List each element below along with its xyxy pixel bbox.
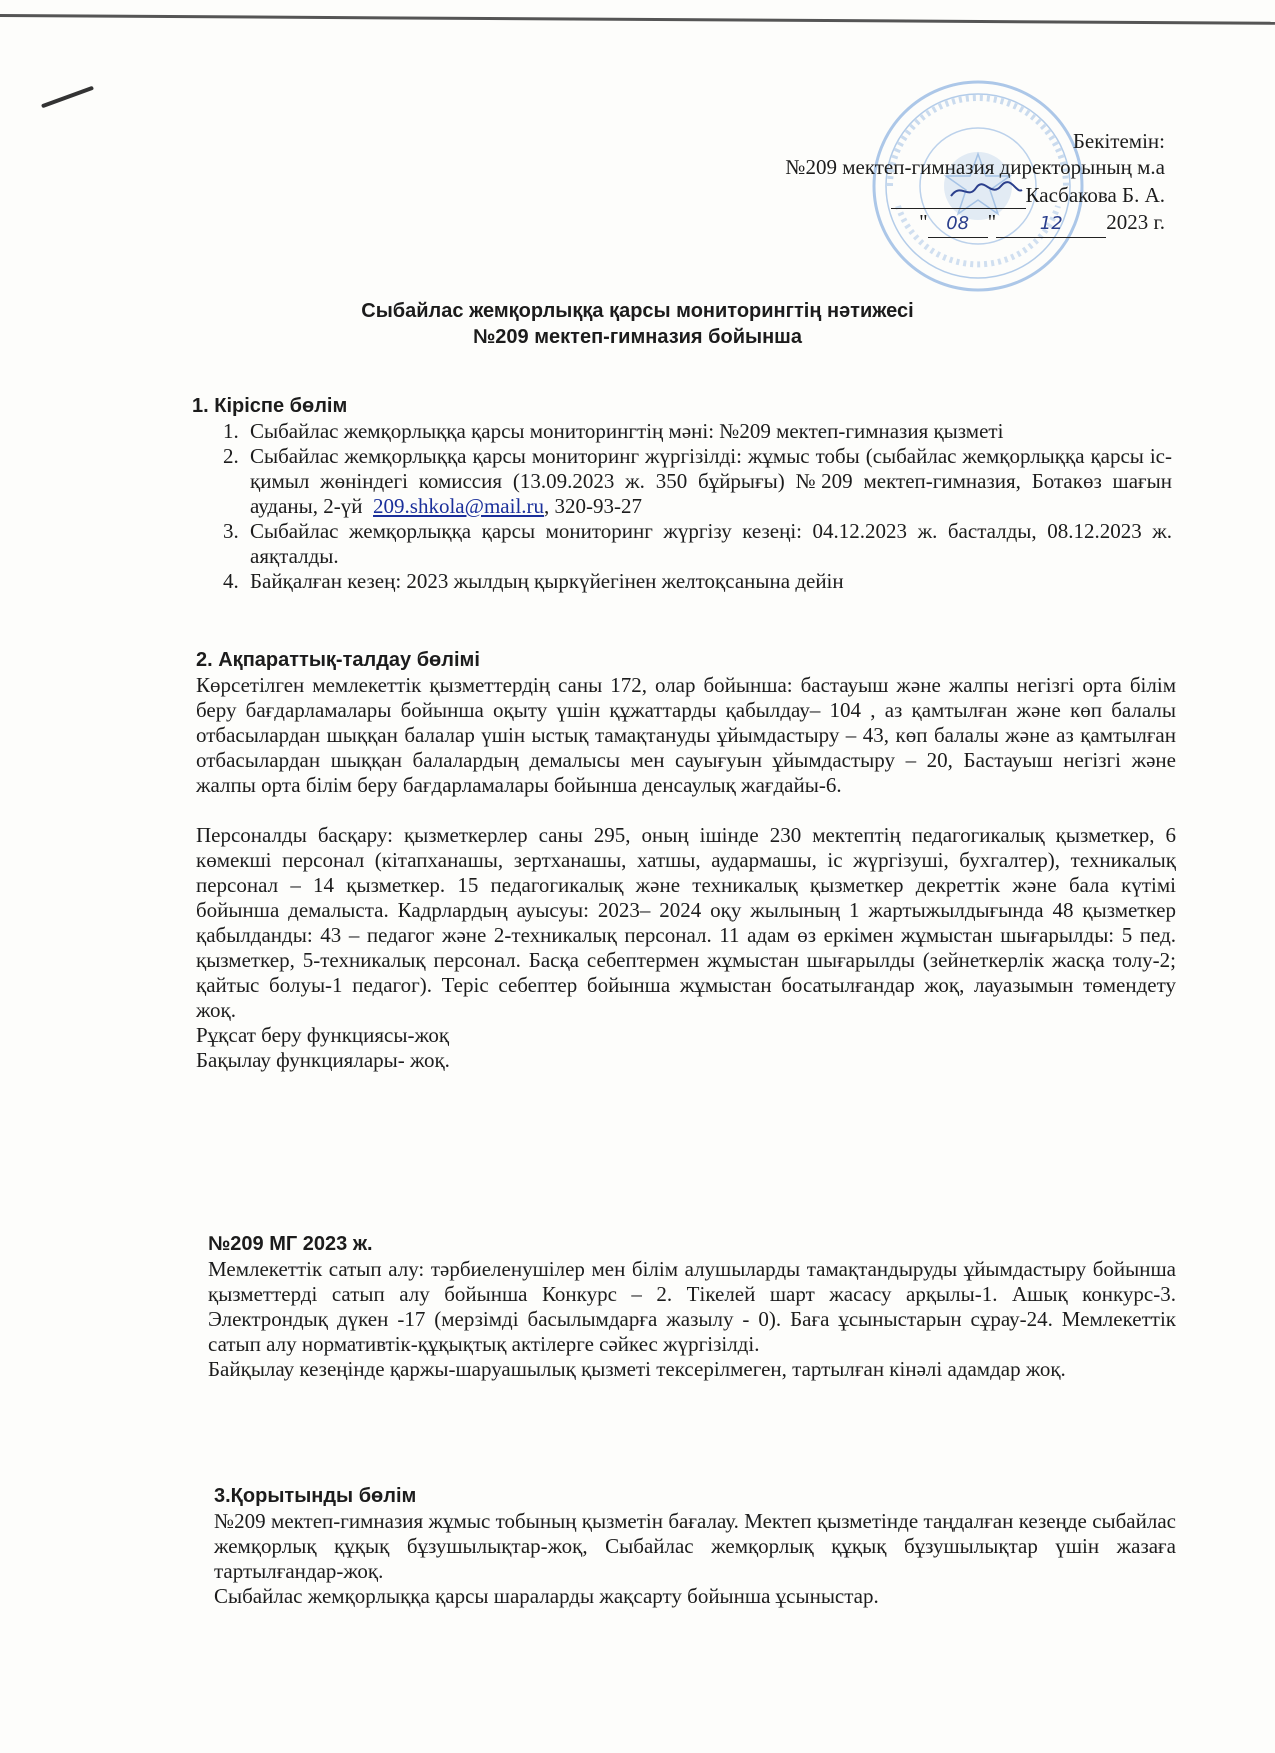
director-name: Касбакова Б. А.: [1025, 183, 1165, 207]
section-analysis: [196, 648, 1176, 1073]
section-procurement: [208, 1232, 1176, 1382]
conclusion-paragraph: №209 мектеп-гимназия жұмыс тобының қызметін бағалау. Мектеп қызметінде таңдалған кезеңде сыбайлас жемқорлық құқық бұзушылықтар-жоқ, Сыбайлас жемқорлық құқық бұзушылықтар үшін жазаға тартылғандар-жоқ.: [214, 1509, 1176, 1583]
spacer: [196, 798, 1176, 823]
intro-item-2-text: Сыбайлас жемқорлыққа қарсы мониторинг жүргізілді: жұмыс тобы (сыбайлас жемқорлыққа қарсы іс-қимыл жөніндегі комиссия (13.09.2023 ж. 350 бұйрығы) №209 мектеп-гимназия, Ботакөз шағын ауданы, 2-үй: [250, 444, 1172, 518]
permit-function-line: Рұқсат беру функциясы-жоқ: [196, 1023, 450, 1047]
document-title: [0, 298, 1275, 350]
signature-field: [891, 180, 1026, 209]
title-line-2: №209 мектеп-гимназия бойынша: [473, 326, 802, 348]
intro-item-1: 1. Сыбайлас жемқорлыққа қарсы мониторингтің мәні: №209 мектеп-гимназия қызметі: [244, 419, 1172, 444]
approval-signature-line: [645, 180, 1165, 209]
email-link[interactable]: 209.shkola@mail.ru: [373, 494, 545, 518]
phone-number: , 320-93-27: [544, 494, 643, 518]
approval-label: Бекітемін:: [1072, 129, 1165, 153]
section-2-heading: 2. Ақпараттық-талдау бөлімі: [196, 649, 480, 671]
control-function-line: Бақылау функциялары- жоқ.: [196, 1048, 450, 1072]
intro-item-2: [244, 444, 1172, 519]
date-day: 08: [928, 211, 988, 238]
date-month: 12: [996, 211, 1106, 238]
section-intro: [192, 394, 1172, 594]
intro-item-4: 4. Байқалған кезең: 2023 жылдың қыркүйегінен желтоқсанына дейін: [244, 569, 1172, 594]
recommendations-line: Сыбайлас жемқорлыққа қарсы шараларды жақсарту бойынша ұсыныстар.: [214, 1584, 879, 1608]
approval-date: " 08 " 12 2023 г.: [645, 209, 1165, 238]
approval-block: [645, 128, 1165, 238]
page-scan-edge: [0, 14, 1275, 25]
scan-mark: [41, 86, 94, 109]
personnel-paragraph: Персоналды басқару: қызметкерлер саны 295, оның ішінде 230 мектептің педагогикалық қызметкер, 6 көмекші персонал (кітапханашы, зертханашы, хатшы, аудармашы, іс жүргізуші, бухгалтер), техникалық персонал – 14 қызметкер. 15 педагогикалық және техникалық қызметкер декреттік және бала күтімі бойынша демалыста. Кадрлардың ауысуы: 2023– 2024 оқу жылының 1 жартыжылдығында 48 қызметкер қабылданды: 43 – педагог және 2-техникалық персонал. 11 адам өз еркімен жұмыстан шығарылды: 5 пед. қызметкер, 5-техникалық персонал. Басқа себептермен жұмыстан шығарылды (зейнеткерлік жасқа толу-2; қайтыс болуы-1 педагог). Теріс себептер бойынша жұмыстан босатылғандар жоқ, лауазымын төмендету жоқ.: [196, 823, 1176, 1022]
mg-heading: №209 МГ 2023 ж.: [208, 1233, 373, 1255]
intro-item-3: 3. Сыбайлас жемқорлыққа қарсы мониторинг жүргізу кезеңі: 04.12.2023 ж. басталды, 08.12.2023 ж. аяқталды.: [244, 519, 1172, 569]
section-3-heading: 3.Қорытынды бөлім: [214, 1485, 417, 1507]
section-1-heading: 1. Кіріспе бөлім: [192, 395, 348, 417]
approval-position: №209 мектеп-гимназия директорының м.а: [785, 155, 1165, 179]
signature-icon: [946, 180, 1026, 202]
intro-list: [192, 419, 1172, 594]
procurement-paragraph: Мемлекеттік сатып алу: тәрбиеленушілер мен білім алушыларды тамақтандыруды ұйымдастыру бойынша қызметтерді сатып алу бойынша Конкурс – 2. Тікелей шарт жасасу арқылы-1. Ашық конкурс-3. Электрондық дүкен -17 (мерзімді басылымдарға жазылу - 0). Баға ұсыныстарын сұрау-24. Мемлекеттік сатып алу нормативтік-құқықтық актілерге сәйкес жүргізілді.: [208, 1257, 1176, 1356]
date-year: 2023 г.: [1106, 210, 1165, 234]
title-line-1: Сыбайлас жемқорлыққа қарсы мониторингтің нәтижесі: [361, 300, 914, 322]
audit-paragraph: Байқылау кезеңінде қаржы-шаруашылық қызметі тексерілмеген, тартылған кінәлі адамдар жоқ.: [208, 1357, 1066, 1381]
services-paragraph: Көрсетілген мемлекеттік қызметтердің саны 172, олар бойынша: бастауыш және жалпы негізгі орта білім беру бағдарламалары бойынша оқыту үшін құжаттарды қабылдау– 104 , аз қамтылған және көп балалы отбасылардан шыққан балалар үшін ыстық тамақтануды ұйымдастыру – 43, көп балалы және аз қамтылған отбасылардан шыққан балалардың демалысы мен сауығуын ұйымдастыру – 20, Бастауыш негізгі және жалпы орта білім беру бағдарламалары бойынша денсаулық жағдайы-6.: [196, 673, 1176, 797]
section-conclusion: [214, 1484, 1176, 1609]
